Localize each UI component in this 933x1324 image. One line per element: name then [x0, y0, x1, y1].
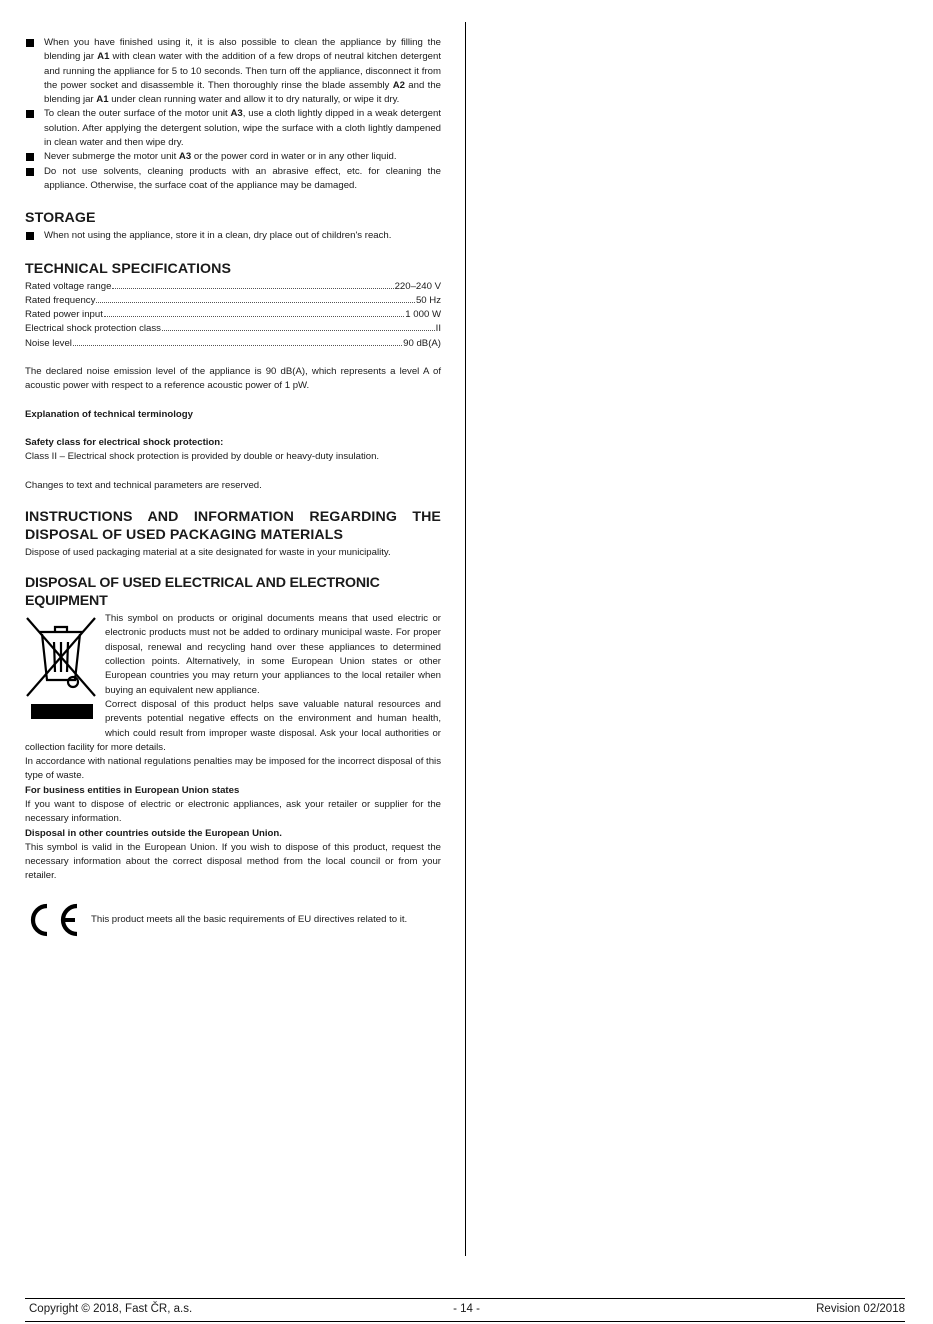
spec-leader-dots [112, 287, 393, 289]
bottom-rule [25, 1321, 905, 1322]
noise-note: The declared noise emission level of the appliance is 90 dB(A), which represents a level A of acoustic power with respect to a reference acoustic power of 1 pW. [25, 366, 441, 392]
bullet-square-icon [26, 110, 34, 118]
weee-section [25, 612, 441, 884]
spec-value: 220–240 V [394, 280, 441, 292]
packaging-text: Dispose of used packaging material at a site designated for waste in your municipality. [25, 546, 391, 558]
spec-leader-dots [104, 315, 404, 317]
bullet-square-icon [26, 153, 34, 161]
other-countries-text: This symbol is valid in the European Union. If you wish to dispose of this product, request the necessary information about the correct disposal method from the local council or from your retailer. [25, 841, 441, 882]
spec-value: 90 dB(A) [403, 337, 441, 349]
business-text: If you want to dispose of electric or electronic appliances, ask your retailer or supplier for the necessary information. [25, 798, 441, 825]
tech-specs-table [25, 280, 441, 351]
spec-label: Electrical shock protection class [25, 323, 161, 335]
spec-value: 1 000 W [405, 309, 441, 321]
weee-black-bar [31, 704, 93, 719]
cleaning-bullets [25, 36, 441, 193]
ce-section [25, 902, 441, 938]
storage-bullet: When not using the appliance, store it in a clean, dry place out of children's reach. [25, 229, 441, 243]
tech-specs-heading: TECHNICAL SPECIFICATIONS [25, 260, 232, 277]
spec-label: Noise level [25, 337, 72, 349]
safety-class-heading: Safety class for electrical shock protection: [25, 436, 224, 448]
spec-row [25, 280, 441, 294]
bullet-square-icon [26, 39, 34, 47]
crossed-bin-icon [25, 612, 97, 730]
ce-text: This product meets all the basic requirements of EU directives related to it. [91, 913, 408, 925]
column-divider [465, 22, 466, 1256]
spec-label: Rated voltage range [25, 280, 112, 292]
spec-row [25, 308, 441, 322]
weee-para-2: Correct disposal of this product helps save valuable natural resources and prevents potential negative effects on the environment and human health, which could result from improper waste disposal. Ask your local authorities or collection facility for more details. [25, 698, 441, 753]
cleaning-bullet: To clean the outer surface of the motor unit A3, use a cloth lightly dipped in a weak detergent solution. After applying the detergent solution, wipe the surface with a cloth lightly dampened in clean water and then wipe dry. [25, 107, 441, 150]
cleaning-bullet: Never submerge the motor unit A3 or the power cord in water or in any other liquid. [25, 150, 441, 164]
spec-leader-dots [96, 301, 415, 303]
storage-heading: STORAGE [25, 210, 96, 227]
bullet-square-icon [26, 168, 34, 176]
spec-label: Rated frequency [25, 294, 96, 306]
packaging-heading: INSTRUCTIONS AND INFORMATION REGARDING THE DISPOSAL OF USED PACKAGING MATERIALS [25, 508, 441, 543]
business-heading: For business entities in European Union states [25, 784, 240, 796]
spec-label: Rated power input [25, 309, 103, 321]
changes-note: Changes to text and technical parameters are reserved. [25, 479, 262, 491]
footer-page-number: - 14 - [453, 1303, 480, 1315]
safety-class-text: Class II – Electrical shock protection is provided by double or heavy-duty insulation. [25, 451, 380, 463]
footer-rule [25, 1298, 905, 1299]
spec-value: 50 Hz [415, 294, 441, 306]
spec-row [25, 337, 441, 351]
ce-mark-icon [25, 902, 79, 938]
weee-para-3: In accordance with national regulations penalties may be imposed for the incorrect disposal of this type of waste. [25, 756, 441, 782]
cleaning-bullet: When you have finished using it, it is also possible to clean the appliance by filling the blending jar A1 with clean water with the addition of a few drops of neutral kitchen detergent and running the appliance for 5 to 10 seconds. Then turn off the appliance, disconnect it from the power socket and disassemble it. Then thoroughly rinse the blade assembly A2 and the blending jar A1 under clean running water and allow it to dry naturally, or wipe it dry. [25, 36, 441, 107]
footer-copyright: Copyright © 2018, Fast ČR, a.s. [29, 1303, 193, 1315]
other-countries-heading: Disposal in other countries outside the European Union. [25, 827, 282, 839]
spec-leader-dots [162, 329, 435, 331]
footer-revision: Revision 02/2018 [816, 1303, 905, 1315]
cleaning-bullet: Do not use solvents, cleaning products with an abrasive effect, etc. for cleaning the appliance. Otherwise, the surface coat of the appliance may be damaged. [25, 165, 441, 194]
spec-row [25, 322, 441, 336]
spec-leader-dots [73, 344, 402, 346]
weee-heading: DISPOSAL OF USED ELECTRICAL AND ELECTRONIC EQUIPMENT [25, 575, 380, 610]
left-column [25, 36, 441, 938]
weee-para-1: This symbol on products or original documents means that used electric or electronic products must not be added to ordinary municipal waste. For proper disposal, renewal and recycling hand over these appliances to determined collection points. Alternatively, in some European Union states or other European countries you may return your appliances to the local retailer when buying an equivalent new appliance. [105, 613, 441, 696]
spec-row [25, 294, 441, 308]
bullet-square-icon [26, 232, 34, 240]
spec-value: II [435, 323, 441, 335]
explanation-heading: Explanation of technical terminology [25, 408, 193, 420]
